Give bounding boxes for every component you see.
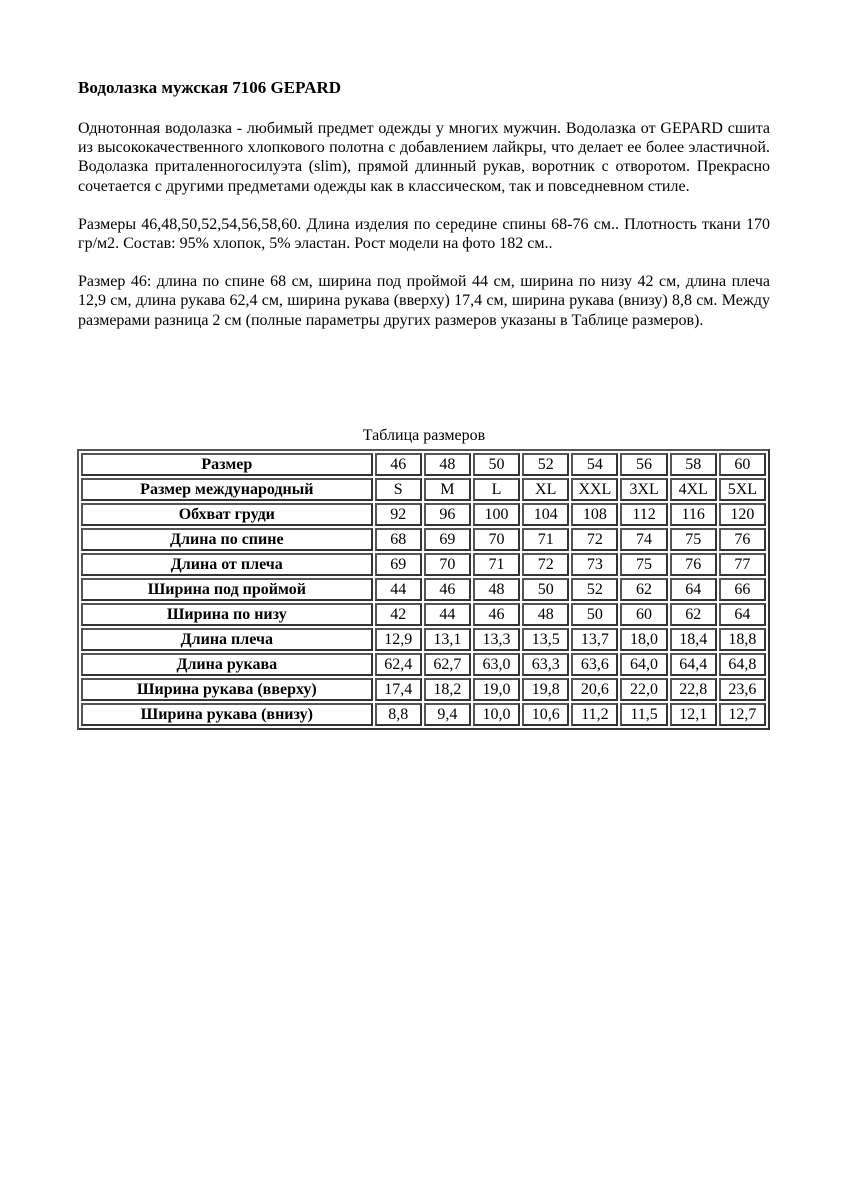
table-cell: 9,4 [424, 703, 471, 726]
table-cell: 20,6 [571, 678, 618, 701]
table-row [81, 628, 766, 651]
table-cell: 76 [670, 553, 717, 576]
table-cell: 54 [571, 453, 618, 476]
table-cell: 64,4 [670, 653, 717, 676]
table-row [81, 553, 766, 576]
description-paragraph: Однотонная водолазка - любимый предмет одежды у многих мужчин. Водолазка от GEPARD сшита из высококачественного хлопкового полотна с добавлением лайкры, что делает ее более эластичной. Водолазка приталенногосилуэта (slim), прямой длинный рукав, воротник с отворотом. Прекрасно сочетается с другими предметами одежды как в классическом, так и повседневном стиле. [78, 120, 770, 195]
row-label: Длина рукава [81, 653, 373, 676]
table-cell: 18,2 [424, 678, 471, 701]
table-cell: 63,6 [571, 653, 618, 676]
table-row [81, 528, 766, 551]
row-label: Обхват груди [81, 503, 373, 526]
table-cell: 73 [571, 553, 618, 576]
table-cell: 44 [375, 578, 422, 601]
table-cell: 69 [424, 528, 471, 551]
table-cell: 63,0 [473, 653, 520, 676]
table-cell: 62 [670, 603, 717, 626]
table-row [81, 578, 766, 601]
table-cell: 120 [719, 503, 766, 526]
table-cell: 64 [670, 578, 717, 601]
table-cell: 62 [620, 578, 667, 601]
table-cell: 10,6 [522, 703, 569, 726]
table-cell: 17,4 [375, 678, 422, 701]
table-cell: 70 [473, 528, 520, 551]
table-cell: 72 [571, 528, 618, 551]
table-cell: 71 [473, 553, 520, 576]
table-cell: 3XL [620, 478, 667, 501]
table-row [81, 703, 766, 726]
table-cell: 75 [620, 553, 667, 576]
table-cell: 60 [719, 453, 766, 476]
table-cell: 11,5 [620, 703, 667, 726]
table-row [81, 603, 766, 626]
table-cell: 72 [522, 553, 569, 576]
table-cell: 12,9 [375, 628, 422, 651]
size-table-body [81, 453, 766, 726]
table-cell: 50 [571, 603, 618, 626]
table-cell: 62,7 [424, 653, 471, 676]
table-cell: 48 [522, 603, 569, 626]
table-cell: 64 [719, 603, 766, 626]
table-cell: 64,8 [719, 653, 766, 676]
table-cell: 96 [424, 503, 471, 526]
table-row [81, 653, 766, 676]
table-cell: 13,5 [522, 628, 569, 651]
table-cell: 74 [620, 528, 667, 551]
table-cell: 108 [571, 503, 618, 526]
table-cell: 22,8 [670, 678, 717, 701]
table-row [81, 678, 766, 701]
document-body [78, 78, 770, 349]
table-cell: 62,4 [375, 653, 422, 676]
table-cell: 104 [522, 503, 569, 526]
table-cell: M [424, 478, 471, 501]
table-cell: 52 [571, 578, 618, 601]
table-cell: 66 [719, 578, 766, 601]
table-cell: 46 [375, 453, 422, 476]
row-label: Размер международный [81, 478, 373, 501]
table-cell: 70 [424, 553, 471, 576]
table-cell: 19,0 [473, 678, 520, 701]
table-cell: 18,8 [719, 628, 766, 651]
table-cell: 23,6 [719, 678, 766, 701]
table-cell: 13,7 [571, 628, 618, 651]
table-cell: XL [522, 478, 569, 501]
table-cell: S [375, 478, 422, 501]
table-cell: 71 [522, 528, 569, 551]
table-cell: 5XL [719, 478, 766, 501]
sizes-composition-paragraph: Размеры 46,48,50,52,54,56,58,60. Длина изделия по середине спины 68-76 см.. Плотность ткани 170 гр/м2. Состав: 95% хлопок, 5% эластан. Рост модели на фото 182 см.. [78, 215, 770, 253]
table-cell: 44 [424, 603, 471, 626]
table-cell: 48 [424, 453, 471, 476]
row-label: Длина от плеча [81, 553, 373, 576]
table-cell: 64,0 [620, 653, 667, 676]
size-46-measurements-paragraph: Размер 46: длина по спине 68 см, ширина под проймой 44 см, ширина по низу 42 см, длина плеча 12,9 см, длина рукава 62,4 см, ширина рукава (вверху) 17,4 см, ширина рукава (внизу) 8,8 см. Между размерами разница 2 см (полные параметры других размеров указаны в Таблице размеров). [78, 273, 770, 329]
table-cell: 58 [670, 453, 717, 476]
document-title: Водолазка мужская 7106 GEPARD [78, 78, 342, 97]
table-cell: 63,3 [522, 653, 569, 676]
table-cell: 13,3 [473, 628, 520, 651]
table-cell: 52 [522, 453, 569, 476]
table-cell: 18,0 [620, 628, 667, 651]
row-label: Длина плеча [81, 628, 373, 651]
table-cell: 50 [473, 453, 520, 476]
table-cell: 116 [670, 503, 717, 526]
table-cell: 18,4 [670, 628, 717, 651]
table-row [81, 453, 766, 476]
row-label: Ширина под проймой [81, 578, 373, 601]
table-cell: 8,8 [375, 703, 422, 726]
table-row [81, 503, 766, 526]
table-cell: 11,2 [571, 703, 618, 726]
table-cell: XXL [571, 478, 618, 501]
row-label: Длина по спине [81, 528, 373, 551]
row-label: Ширина рукава (вверху) [81, 678, 373, 701]
table-cell: 75 [670, 528, 717, 551]
table-cell: 69 [375, 553, 422, 576]
table-cell: 22,0 [620, 678, 667, 701]
table-cell: 13,1 [424, 628, 471, 651]
table-cell: 46 [424, 578, 471, 601]
size-table [77, 449, 770, 730]
table-caption: Таблица размеров [362, 427, 486, 444]
table-row [81, 478, 766, 501]
table-cell: 4XL [670, 478, 717, 501]
table-cell: 112 [620, 503, 667, 526]
table-cell: 68 [375, 528, 422, 551]
row-label: Ширина по низу [81, 603, 373, 626]
row-label: Ширина рукава (внизу) [81, 703, 373, 726]
table-cell: 48 [473, 578, 520, 601]
table-cell: 19,8 [522, 678, 569, 701]
table-cell: L [473, 478, 520, 501]
table-cell: 42 [375, 603, 422, 626]
table-cell: 76 [719, 528, 766, 551]
row-label: Размер [81, 453, 373, 476]
table-cell: 50 [522, 578, 569, 601]
table-cell: 10,0 [473, 703, 520, 726]
table-cell: 12,1 [670, 703, 717, 726]
table-cell: 46 [473, 603, 520, 626]
table-cell: 77 [719, 553, 766, 576]
table-cell: 92 [375, 503, 422, 526]
table-cell: 100 [473, 503, 520, 526]
table-cell: 56 [620, 453, 667, 476]
table-cell: 12,7 [719, 703, 766, 726]
table-cell: 60 [620, 603, 667, 626]
